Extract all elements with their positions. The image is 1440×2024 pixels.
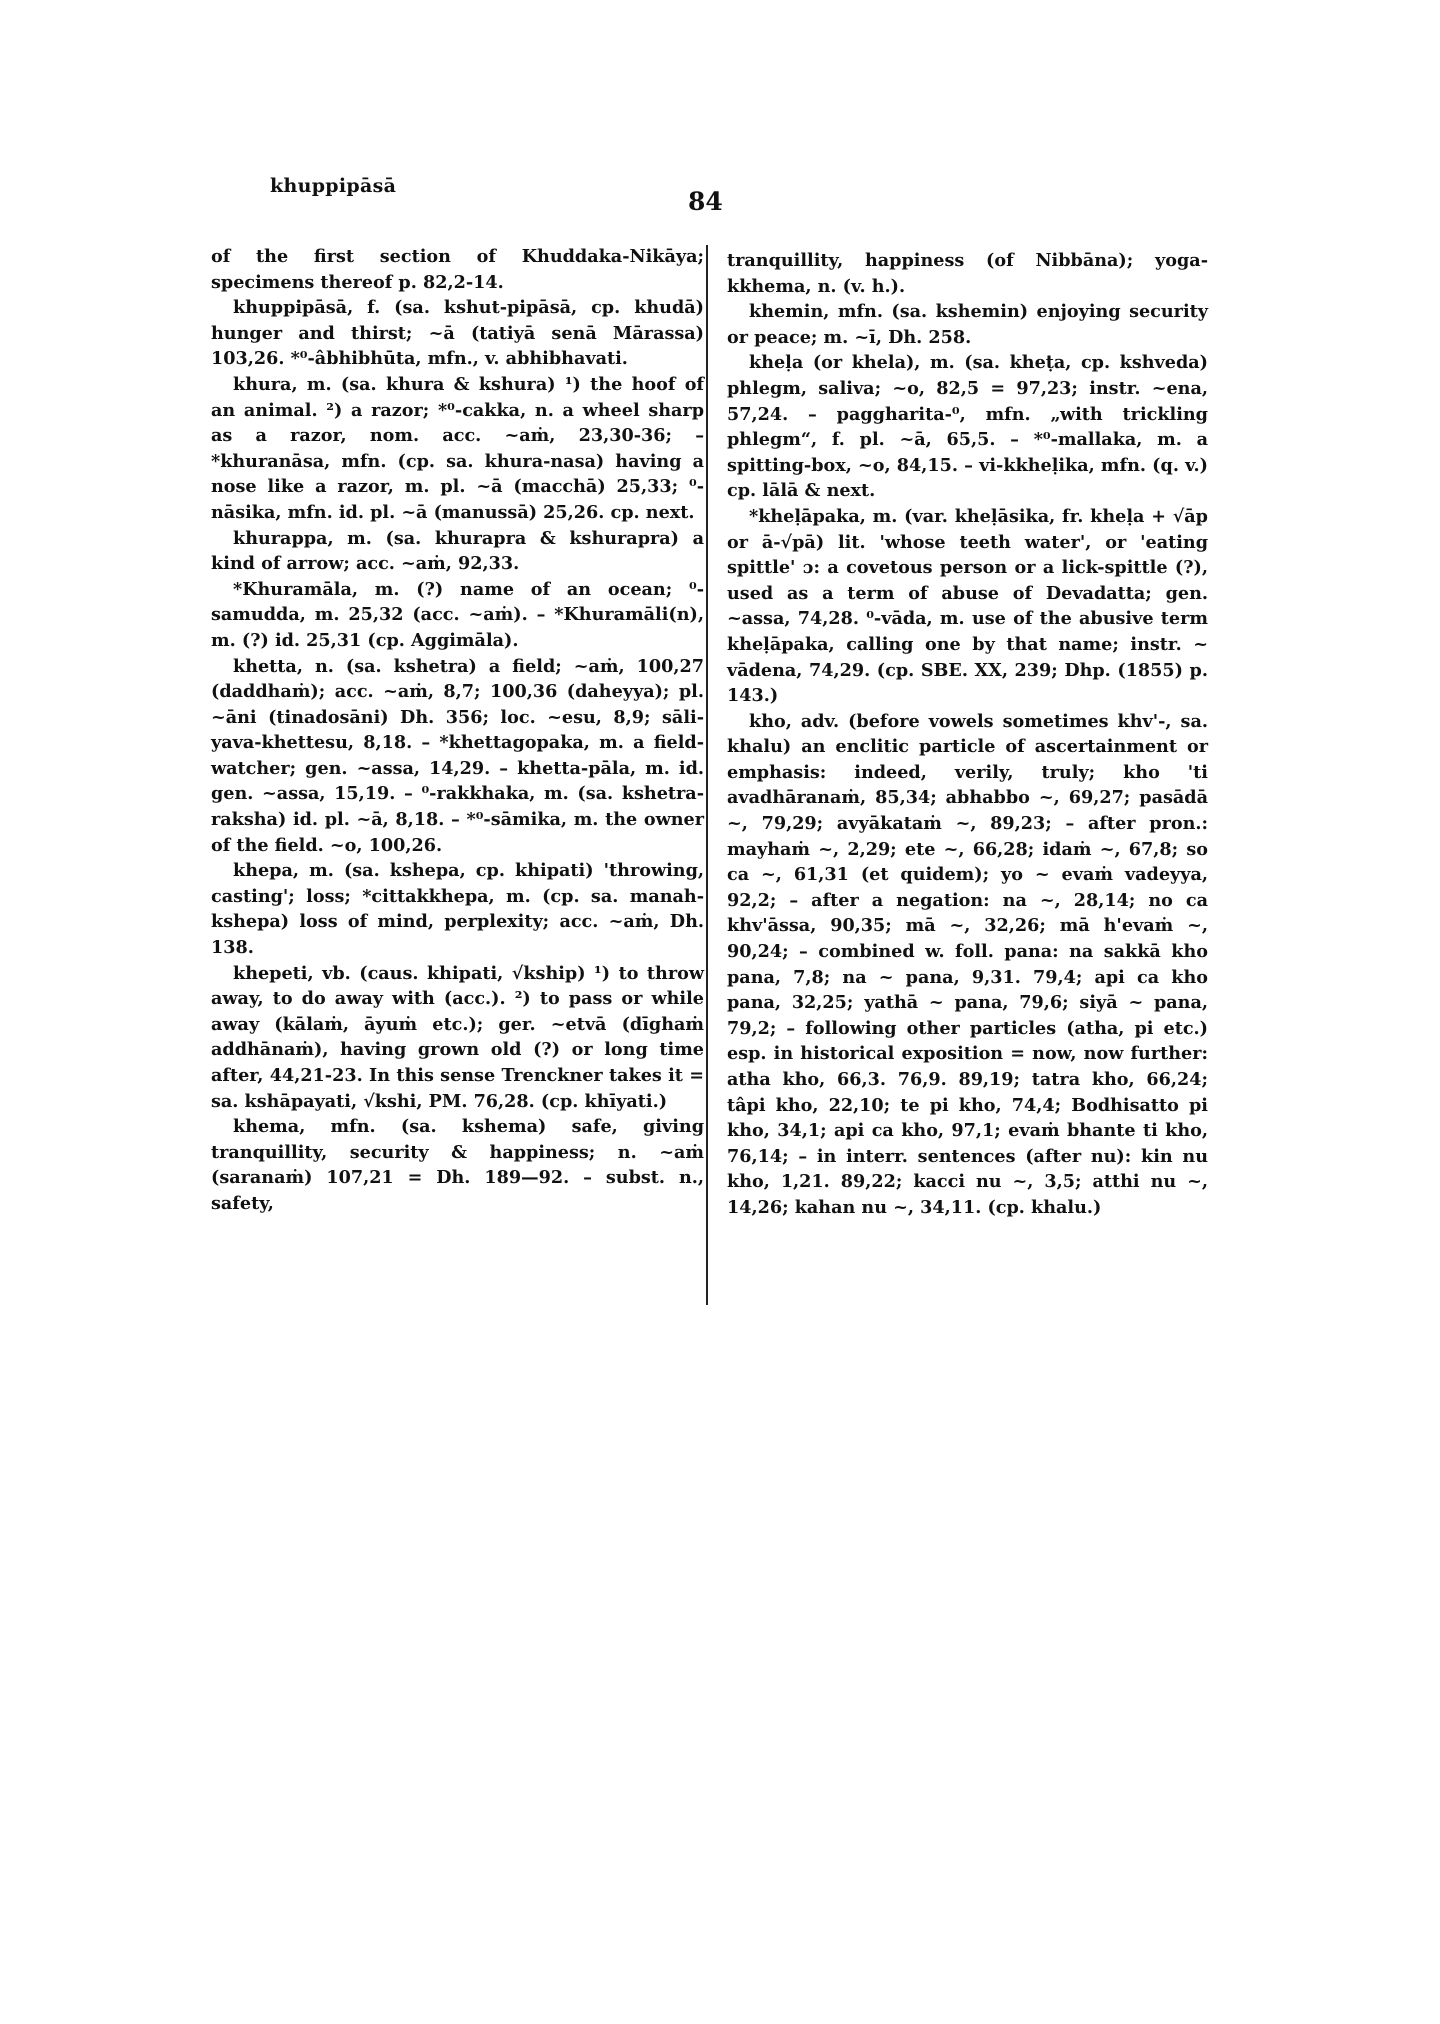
entry-khela: kheḷa (or khela), m. (sa. kheṭa, cp. kshveda) phlegm, saliva; ~o, 82,5 = 97,23; instr. ~ena, 57,24. – paggharita-⁰, mfn. „with trickling phlegm“, f. pl. ~ā, 65,5. – *⁰-mallaka, m. a spitting-box, ~o, 84,15. – vi-kkheḷika, mfn. (q. v.) cp. lālā & next.	[727, 352, 1208, 502]
column-divider	[706, 245, 708, 1305]
entry-khepa: khepa, m. (sa. kshepa, cp. khipati) 'throwing, casting'; loss; *cittakkhepa, m. (cp. sa. manah-kshepa) loss of mind, perplexity; acc. ~aṁ, Dh. 138.	[211, 860, 704, 959]
entry-khura: khura, m. (sa. khura & kshura) ¹) the hoof of an animal. ²) a razor; *⁰-cakka, n. a wheel sharp as a razor, nom. acc. ~aṁ, 23,30-36; – *khuranāsa, mfn. (cp. sa. khura-nasa) having a nose like a razor, m. pl. ~ā (macchā) 25,33; ⁰-nāsika, mfn. id. pl. ~ā (manussā) 25,26. cp. next.	[211, 373, 704, 523]
entry-khelapaka: *kheḷāpaka, m. (var. kheḷāsika, fr. kheḷa + √āp or ā-√pā) lit. 'whose teeth water', or 'eating spittle' ɔ: a covetous person or a lick-spittle (?), used as a term of abuse of Devadatta; gen. ~assa, 74,28. ⁰-vāda, m. use of the abusive term kheḷāpaka, calling one by that name; instr. ~ vādena, 74,29. (cp. SBE. XX, 239; Dhp. (1855) p. 143.)	[727, 505, 1208, 707]
running-header: khuppipāsā	[270, 175, 397, 197]
continued-entry-text: of the first section of Khuddaka-Nikāya; specimens thereof p. 82,2-14.	[211, 246, 704, 293]
entry-khepeti: khepeti, vb. (caus. khipati, √kship) ¹) to throw away, to do away with (acc.). ²) to pass or while away (kālaṁ, āyuṁ etc.); ger. ~etvā (dīghaṁ addhānaṁ), having grown old (?) or long time after, 44,21-23. In this sense Trenckner takes it = sa. kshāpayati, √kshi, PM. 76,28. (cp. khīyati.)	[211, 962, 704, 1112]
entry-khemin: khemin, mfn. (sa. kshemin) enjoying security or peace; m. ~ī, Dh. 258.	[727, 301, 1208, 348]
right-column	[727, 248, 1208, 1221]
left-column	[211, 244, 704, 1217]
entry-khema: khema, mfn. (sa. kshema) safe, giving tranquillity, security & happiness; n. ~aṁ (saranaṁ) 107,21 = Dh. 189—92. – subst. n., safety,	[211, 1116, 704, 1214]
page-number: 84	[688, 187, 723, 216]
entry-khuppipasa: khuppipāsā, f. (sa. kshut-pipāsā, cp. khudā) hunger and thirst; ~ā (tatiyā senā Mārassa) 103,26. *⁰-âbhibhūta, mfn., v. abhibhavati.	[211, 297, 704, 370]
entry-kho: kho, adv. (before vowels sometimes khv'-, sa. khalu) an enclitic particle of ascertainment or emphasis: indeed, verily, truly; kho 'ti avadhāranaṁ, 85,34; abhabbo ~, 69,27; pasādā ~, 79,29; avyākataṁ ~, 89,23; – after pron.: mayhaṁ ~, 2,29; ete ~, 66,28; idaṁ ~, 67,8; so ca ~, 61,31 (et quidem); yo ~ evaṁ vadeyya, 92,2; – after a negation: na ~, 28,14; no ca khv'āssa, 90,35; mā ~, 32,26; mā h'evaṁ ~, 90,24; – combined w. foll. pana: na sakkā kho pana, 7,8; na ~ pana, 9,31. 79,4; api ca kho pana, 32,25; yathā ~ pana, 79,6; siyā ~ pana, 79,2; – following other particles (atha, pi etc.) esp. in historical exposition = now, now further: atha kho, 66,3. 76,9. 89,19; tatra kho, 66,24; tâpi kho, 22,10; te pi kho, 74,4; Bodhisatto pi kho, 34,1; api ca kho, 97,1; evaṁ bhante ti kho, 76,14; – in interr. sentences (after nu): kin nu kho, 1,21. 89,22; kacci nu ~, 3,5; atthi nu ~, 14,26; kahan nu ~, 34,11. (cp. khalu.)	[727, 710, 1208, 1218]
entry-khuramala: *Khuramāla, m. (?) name of an ocean; ⁰-samudda, m. 25,32 (acc. ~aṁ). – *Khuramāli(n), m. (?) id. 25,31 (cp. Aggimāla).	[211, 578, 704, 651]
entry-khetta: khetta, n. (sa. kshetra) a field; ~aṁ, 100,27 (daddhaṁ); acc. ~aṁ, 8,7; 100,36 (daheyya); pl. ~āni (tinadosāni) Dh. 356; loc. ~esu, 8,9; sāli-yava-khettesu, 8,18. – *khettagopaka, m. a field-watcher; gen. ~assa, 14,29. – khetta-pāla, m. id. gen. ~assa, 15,19. – ⁰-rakkhaka, m. (sa. kshetra-raksha) id. pl. ~ā, 8,18. – *⁰-sāmika, m. the owner of the field. ~o, 100,26.	[211, 655, 704, 856]
continued-entry-text: tranquillity, happiness (of Nibbāna); yoga-kkhema, n. (v. h.).	[727, 250, 1208, 297]
entry-khurappa: khurappa, m. (sa. khurapra & kshurapra) a kind of arrow; acc. ~aṁ, 92,33.	[211, 527, 704, 575]
